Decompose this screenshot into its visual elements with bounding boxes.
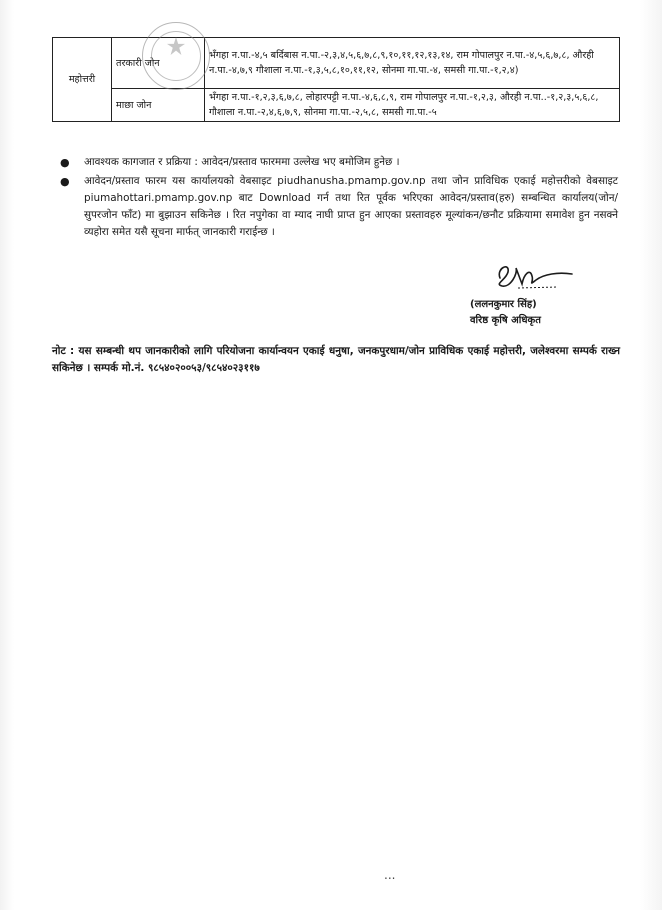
list-item	[56, 173, 618, 241]
footer-note: नोट : यस सम्बन्धी थप जानकारीको लागि परियोजना कार्यान्वयन एकाई धनुषा, जनकपुरधाम/जोन प्राविधिक एकाई महोत्तरी, जलेश्वरमा सम्पर्क राख्न सकिनेछ । सम्पर्क मो.नं. ९८५४०२००५३/९८५४०२३११७	[52, 345, 620, 374]
table-row	[53, 38, 620, 89]
note-text: आवश्यक कागजात र प्रक्रिया : आवेदन/प्रस्ताव फारममा उल्लेख भए बमोजिम हुनेछ ।	[84, 156, 400, 168]
signatory-name: (ललनकुमार सिंह)	[470, 299, 537, 310]
zone-cell-vegetable: तरकारी जोन	[112, 38, 205, 89]
signature-image	[488, 258, 574, 292]
areas-cell-vegetable: भँगहा न.पा.-४,५ बर्दिबास न.पा.-२,३,४,५,६,७,८,९,१०,११,१२,१३,१४, राम गोपालपुर न.पा.-४,५,६,७,८, औरही न.पा.-४,७,९ गौशाला न.पा.-१,३,५,८,१०,११,१२, सोनमा गा.पा.-४, समसी गा.पा.-१,२,४)	[205, 38, 620, 89]
signatory-title: वरिष्ठ कृषि अधिकृत	[470, 315, 541, 326]
bullet-icon: ●	[60, 175, 70, 188]
page-mark: ...	[384, 868, 396, 882]
office-seal-stamp	[142, 22, 210, 90]
zone-table	[52, 37, 620, 122]
areas-cell-fish: भँगहा न.पा.-१,२,३,६,७,८, लोहारपट्टी न.पा.-४,६,८,९, राम गोपालपुर न.पा.-१,२,३, औरही न.पा..-१,२,३,५,६,८, गौशाला न.पा.-२,४,६,७,९, सोनमा गा.पा.-२,५,८, समसी गा.पा.-५	[205, 89, 620, 122]
list-item	[56, 154, 618, 171]
district-cell: महोत्तरी	[53, 38, 112, 122]
notes-list	[56, 154, 618, 243]
note-text: आवेदन/प्रस्ताव फारम यस कार्यालयको वेबसाइट piudhanusha.pmamp.gov.np तथा जोन प्राविधिक एकाई महोत्तरीको वेबसाइट piumahottari.pmamp.gov.np बाट Download गर्न तथा रित पूर्वक भरिएका आवेदन/प्रस्ताव(हरु) सम्बन्धित कार्यालय(जोन/सुपरजोन फाँट) मा बुझाउन सकिनेछ । रित नपुगेका वा म्याद नाघी प्राप्त हुन आएका प्रस्तावहरु मूल्यांकन/छनौट प्रक्रियामा समावेश हुन नसक्ने व्यहोरा समेत यसै सूचना मार्फत् जानकारी गराईन्छ ।	[84, 175, 618, 238]
bullet-icon: ●	[60, 156, 70, 169]
zone-cell-fish: माछा जोन	[112, 89, 205, 122]
table-row	[53, 89, 620, 122]
